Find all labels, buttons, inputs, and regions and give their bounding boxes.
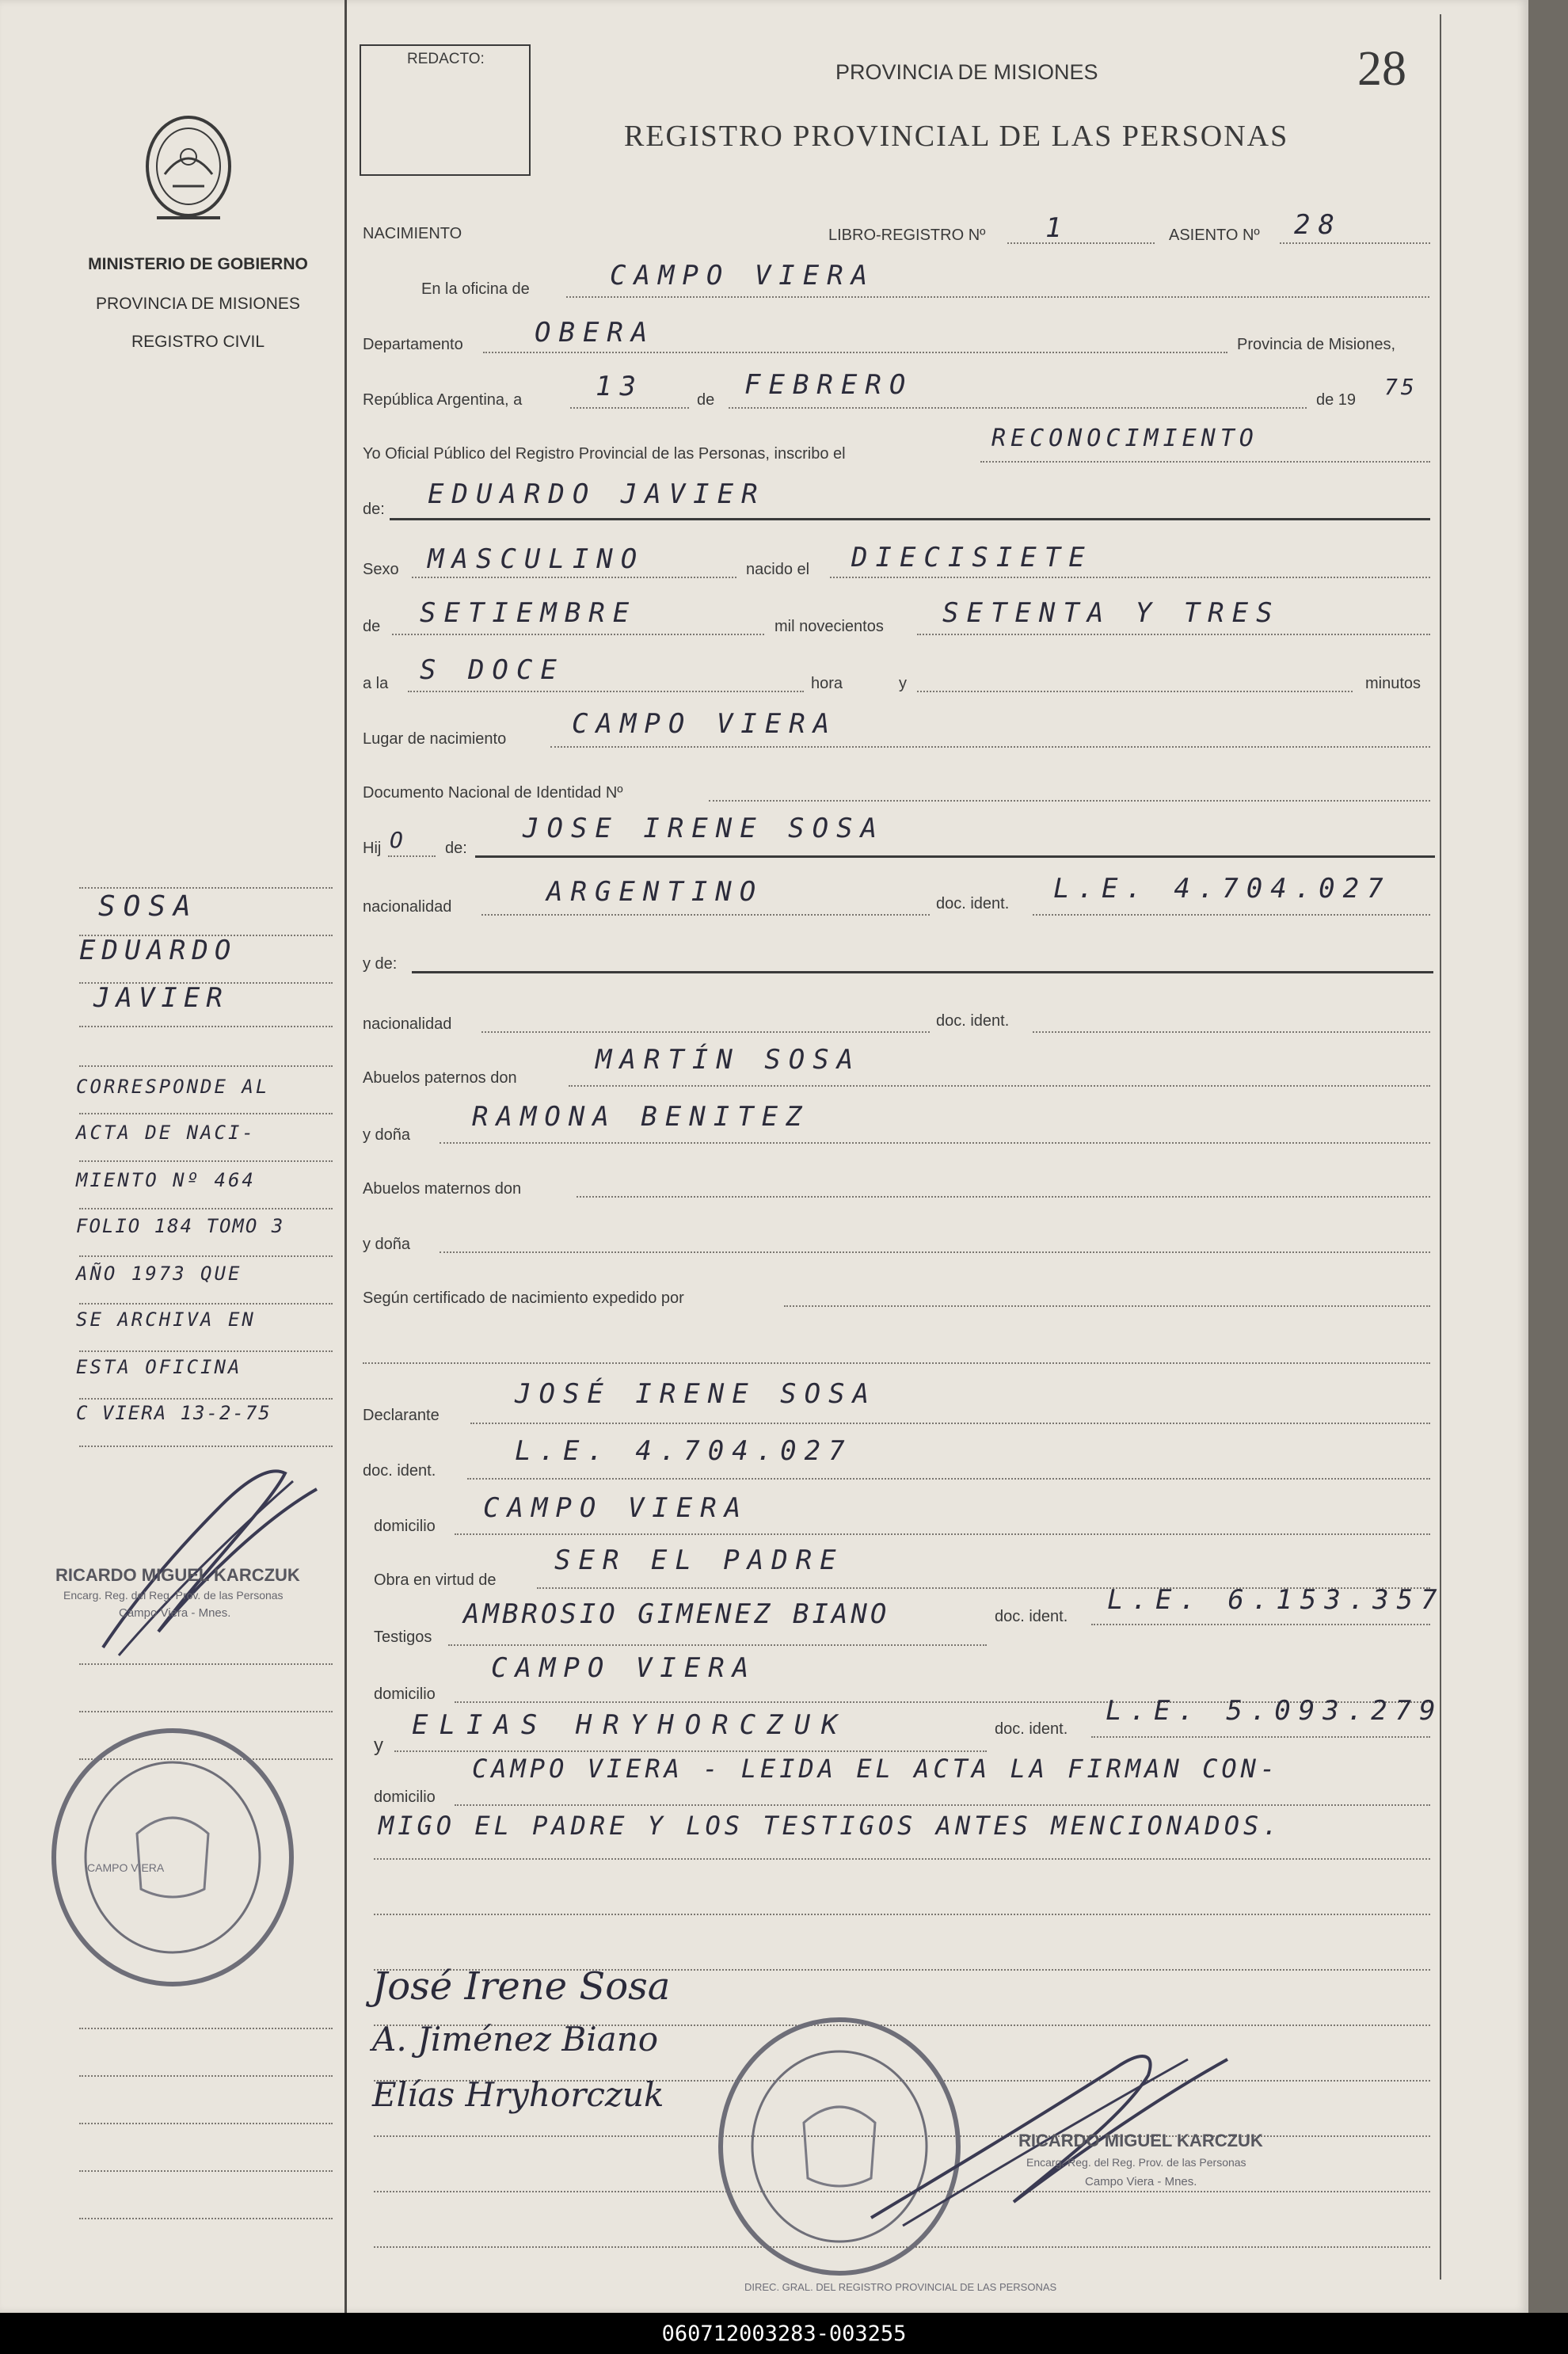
y-label: y xyxy=(899,675,907,692)
de2-label: de: xyxy=(363,501,385,518)
officer-place: Campo Viera - Mnes. xyxy=(1085,2175,1197,2188)
ydona-label: y doña xyxy=(363,1126,411,1144)
domicilio3-label: domicilio xyxy=(374,1788,436,1806)
lugar-value: CAMPO VIERA xyxy=(572,708,838,740)
margin-line6: MIENTO Nº 464 xyxy=(76,1169,256,1191)
lugar-label: Lugar de nacimiento xyxy=(363,730,507,748)
inscribo-value: RECONOCIMIENTO xyxy=(991,425,1258,452)
oficina-value: CAMPO VIERA xyxy=(610,260,876,291)
declarante-label: Declarante xyxy=(363,1407,440,1424)
docident4-value: L.E. 6.153.357 xyxy=(1107,1584,1445,1616)
obra-label: Obra en virtud de xyxy=(374,1571,497,1589)
left-seal-center: CAMPO VIERA xyxy=(87,1861,165,1874)
nacido-value: DIECISIETE xyxy=(851,542,1093,573)
testigo1-value: AMBROSIO GIMENEZ BIANO xyxy=(463,1598,890,1630)
padre-value: JOSE IRENE SOSA xyxy=(523,813,885,844)
libro-value: 1 xyxy=(1045,212,1070,244)
margin-line10: ESTA OFICINA xyxy=(76,1356,242,1378)
yde-label: y de: xyxy=(363,955,398,973)
margin-line9: SE ARCHIVA EN xyxy=(76,1308,256,1331)
officer-name: RICARDO MIGUEL KARCZUK xyxy=(1018,2131,1263,2150)
minutos-label: minutos xyxy=(1365,675,1421,692)
hij-value: O xyxy=(390,827,411,853)
dia-value: 13 xyxy=(596,371,644,402)
image-id-footer xyxy=(0,2313,1568,2354)
docident5-value: L.E. 5.093.279 xyxy=(1106,1695,1444,1727)
right-rule xyxy=(1440,14,1441,2280)
domicilio2-value: CAMPO VIERA xyxy=(491,1652,757,1684)
oficial-label: Yo Oficial Público del Registro Provincial de las Personas, inscribo el xyxy=(363,445,846,463)
docident3-label: doc. ident. xyxy=(363,1462,436,1480)
domicilio3-cont: MIGO EL PADRE Y LOS TESTIGOS ANTES MENCIONADOS. xyxy=(379,1811,1282,1841)
signature-testigo1: A. Jiménez Biano xyxy=(372,2020,659,2059)
margin-line5: ACTA DE NACI- xyxy=(76,1122,256,1144)
margin-rule xyxy=(344,0,347,2313)
margin-signature-icon xyxy=(87,1457,341,1666)
mil-label: mil novecientos xyxy=(774,618,884,635)
abuelos-p-label: Abuelos paternos don xyxy=(363,1069,517,1087)
ydona2-label: y doña xyxy=(363,1236,411,1253)
sexo-label: Sexo xyxy=(363,561,399,578)
page-number: 28 xyxy=(1357,42,1406,96)
page-edge xyxy=(1528,0,1568,2313)
ala-label: a la xyxy=(363,675,389,692)
hora-value: S DOCE xyxy=(420,654,565,686)
docident-value: L.E. 4.704.027 xyxy=(1053,873,1391,905)
margin-line11: C VIERA 13-2-75 xyxy=(76,1402,272,1424)
abuelos-m-label: Abuelos maternos don xyxy=(363,1180,522,1198)
province-title: PROVINCIA DE MISIONES xyxy=(835,60,1098,84)
mes-nac-value: SETIEMBRE xyxy=(420,597,637,629)
sexo-value: MASCULINO xyxy=(428,543,645,575)
declarante-value: JOSÉ IRENE SOSA xyxy=(515,1378,877,1410)
margin-line8: AÑO 1973 QUE xyxy=(76,1263,242,1285)
ministry-province: PROVINCIA DE MISIONES xyxy=(96,295,300,313)
abuelo-p-value: MARTÍN SOSA xyxy=(596,1044,862,1076)
registry-title: REGISTRO PROVINCIAL DE LAS PERSONAS xyxy=(624,120,1289,153)
docident4-label: doc. ident. xyxy=(995,1608,1068,1625)
libro-label: LIBRO-REGISTRO Nº xyxy=(828,227,986,244)
margin-name1: EDUARDO xyxy=(79,935,238,966)
domicilio-value: CAMPO VIERA xyxy=(483,1492,749,1524)
anio-value: 75 xyxy=(1384,374,1418,400)
docident3-value: L.E. 4.704.027 xyxy=(515,1435,853,1467)
departamento-value: OBERA xyxy=(535,317,656,349)
margin-officer-name: RICARDO MIGUEL KARCZUK xyxy=(55,1565,300,1585)
docident-label: doc. ident. xyxy=(936,895,1010,912)
signature-testigo2: Elías Hryhorczuk xyxy=(372,2075,664,2114)
domicilio3-value: CAMPO VIERA - LEIDA EL ACTA LA FIRMAN CON- xyxy=(472,1754,1280,1784)
margin-line7: FOLIO 184 TOMO 3 xyxy=(76,1215,285,1237)
margin-officer-place: Campo Viera - Mnes. xyxy=(119,1606,231,1620)
officer-title: Encarg. Reg. del Reg. Prov. de las Personas xyxy=(1026,2156,1246,2169)
docident2-label: doc. ident. xyxy=(936,1012,1010,1030)
mes-value: FEBRERO xyxy=(744,369,914,401)
obra-value: SER EL PADRE xyxy=(554,1545,844,1576)
nacimiento-label: NACIMIENTO xyxy=(363,225,462,242)
margin-surname: SOSA xyxy=(98,890,199,923)
testigos-label: Testigos xyxy=(374,1628,432,1646)
right-seal-ring: DIREC. GRAL. DEL REGISTRO PROVINCIAL DE LAS PERSONAS xyxy=(744,2281,1057,2293)
testigo2-value: ELIAS HRYHORCZUK xyxy=(412,1709,849,1741)
nacido-label: nacido el xyxy=(746,561,810,578)
docident5-label: doc. ident. xyxy=(995,1720,1068,1738)
y2-label: y xyxy=(374,1735,383,1756)
dni-label: Documento Nacional de Identidad Nº xyxy=(363,784,623,802)
de-label: de xyxy=(697,391,715,409)
province-seal-icon xyxy=(141,111,236,233)
segun-label: Según certificado de nacimiento expedido por xyxy=(363,1289,684,1307)
signature-declarante: José Irene Sosa xyxy=(372,1964,671,2009)
margin-officer-title: Encarg. Reg. del Reg. Prov. de las Personas xyxy=(63,1589,284,1602)
ministry-registro: REGISTRO CIVIL xyxy=(131,333,265,351)
oficina-label: En la oficina de xyxy=(421,280,530,298)
asiento-value: 28 xyxy=(1294,209,1342,241)
abuela-p-value: RAMONA BENITEZ xyxy=(472,1101,810,1133)
de19-label: de 19 xyxy=(1316,391,1357,409)
nacionalidad2-label: nacionalidad xyxy=(363,1015,452,1033)
domicilio-label: domicilio xyxy=(374,1518,436,1535)
margin-name2: JAVIER xyxy=(93,982,229,1014)
margin-line4: CORRESPONDE AL xyxy=(76,1076,270,1098)
domicilio2-label: domicilio xyxy=(374,1686,436,1703)
nacionalidad-label: nacionalidad xyxy=(363,898,452,916)
registry-seal-left-icon xyxy=(46,1723,299,1995)
de3-label: de xyxy=(363,618,381,635)
redacto-label: REDACTO: xyxy=(407,51,485,67)
republica-label: República Argentina, a xyxy=(363,391,523,409)
hora-label: hora xyxy=(811,675,843,692)
asiento-label: ASIENTO Nº xyxy=(1169,227,1260,244)
ministry-title: MINISTERIO DE GOBIERNO xyxy=(88,255,308,273)
image-id: 060712003283-003255 xyxy=(661,2321,907,2346)
hij-label: Hij xyxy=(363,840,382,857)
provincia-label: Provincia de Misiones, xyxy=(1237,336,1396,353)
nacionalidad-value: ARGENTINO xyxy=(546,876,764,908)
anio-nac-value: SETENTA Y TRES xyxy=(942,597,1281,629)
de4-label: de: xyxy=(445,840,467,857)
departamento-label: Departamento xyxy=(363,336,463,353)
redacto-box xyxy=(360,44,531,176)
nombre-value: EDUARDO JAVIER xyxy=(428,478,766,510)
